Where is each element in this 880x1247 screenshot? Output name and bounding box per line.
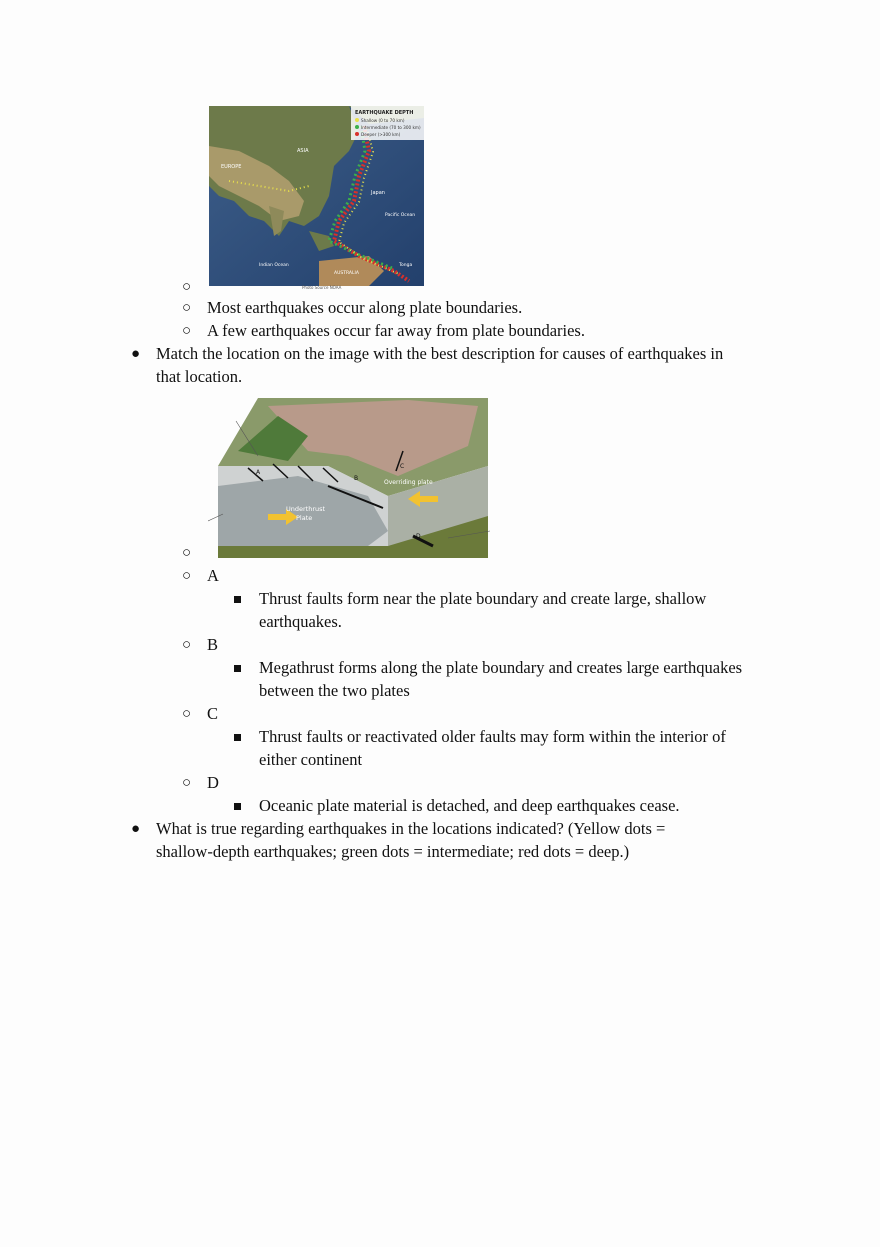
diagram-label-a: A xyxy=(256,469,261,476)
bullet-hollow: ○ xyxy=(182,568,192,584)
map-label: EUROPE xyxy=(221,164,242,170)
bullet-square xyxy=(234,734,241,741)
bullet-hollow: ○ xyxy=(182,323,192,339)
bullet-filled: ● xyxy=(131,346,141,362)
question-text: Match the location on the image with the best description for causes of earthquakes in xyxy=(156,344,724,363)
diagram-overriding-label: Overriding plate xyxy=(384,479,433,486)
bullet-hollow: ○ xyxy=(182,545,192,561)
diagram-label-c: C xyxy=(400,463,405,470)
bullet-hollow: ○ xyxy=(182,706,192,722)
diagram-label-d: D xyxy=(416,533,421,540)
map-label: Pacific Ocean xyxy=(385,213,416,218)
match-description: earthquakes. xyxy=(259,612,342,631)
map-legend-title: EARTHQUAKE DEPTH xyxy=(355,110,414,116)
map-label: Tonga xyxy=(399,263,413,268)
question-text: What is true regarding earthquakes in the locations indicated? (Yellow dots = xyxy=(156,819,666,838)
match-description: Thrust faults form near the plate boundary and create large, shallow xyxy=(259,589,707,608)
diagram-label-b: B xyxy=(354,475,359,482)
match-description: Megathrust forms along the plate boundary and creates large earthquakes xyxy=(259,658,743,677)
bullet-square xyxy=(234,803,241,810)
diagram-underthrust-label: Plate xyxy=(296,514,313,522)
match-description: Oceanic plate material is detached, and deep earthquakes cease. xyxy=(259,796,680,815)
bullet-square xyxy=(234,596,241,603)
map-legend-item: Intermediate (70 to 300 km) xyxy=(361,125,421,130)
subduction-block-diagram xyxy=(208,396,490,558)
question-text: shallow-depth earthquakes; green dots = intermediate; red dots = deep.) xyxy=(156,842,630,861)
list-item: Most earthquakes occur along plate boundaries. xyxy=(207,298,523,317)
match-description: between the two plates xyxy=(259,681,410,700)
list-item: A few earthquakes occur far away from plate boundaries. xyxy=(207,321,585,340)
question-text: that location. xyxy=(156,367,243,386)
bullet-square xyxy=(234,665,241,672)
match-letter: D xyxy=(207,773,219,792)
earthquake-depth-map xyxy=(209,106,424,286)
map-legend-item: Shallow (0 to 70 km) xyxy=(361,118,405,123)
map-label: Japan xyxy=(371,190,385,196)
diagram-underthrust-label: Underthrust xyxy=(286,505,326,513)
map-label: ASIA xyxy=(297,148,309,154)
match-description: either continent xyxy=(259,750,363,769)
bullet-hollow: ○ xyxy=(182,637,192,653)
match-description: Thrust faults or reactivated older faults may form within the interior of xyxy=(259,727,726,746)
bullet-hollow: ○ xyxy=(182,300,192,316)
map-label: Indian Ocean xyxy=(259,263,289,268)
match-letter: C xyxy=(207,704,219,723)
bullet-filled: ● xyxy=(131,821,141,837)
bullet-hollow: ○ xyxy=(182,279,192,295)
match-letter: A xyxy=(207,566,219,585)
map-label: AUSTRALIA xyxy=(334,271,359,276)
map-legend-item: Deeper (>300 km) xyxy=(361,132,401,137)
match-letter: B xyxy=(207,635,219,654)
map-credit: Photo Source NOAA xyxy=(302,285,342,290)
bullet-hollow: ○ xyxy=(182,775,192,791)
